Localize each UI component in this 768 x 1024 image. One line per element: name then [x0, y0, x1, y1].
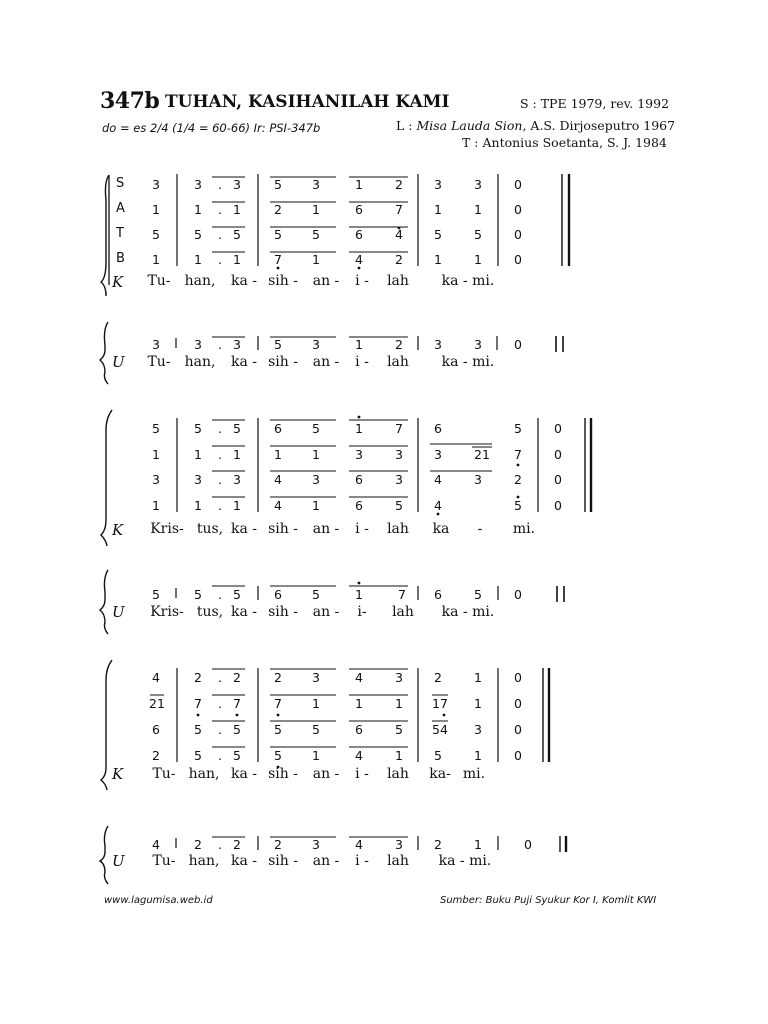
note: 1 [194, 252, 202, 267]
lyric: mi. [462, 766, 486, 782]
note: 6 [355, 472, 363, 487]
note: 1 [233, 252, 241, 267]
note: 7 [233, 696, 241, 711]
note: 5 [514, 498, 522, 513]
key-tempo-line: do = es 2/4 (1/4 = 60-66) Ir: PSI-347b [102, 121, 321, 135]
note: 5 [474, 587, 482, 602]
note: 21 [149, 696, 165, 711]
note: 5 [194, 748, 202, 763]
note: 6 [434, 587, 442, 602]
lyric: sih - [268, 521, 298, 537]
note-dot: . [218, 421, 222, 436]
note: 1 [152, 447, 160, 462]
note-dot: . [218, 748, 222, 763]
note: 3 [474, 337, 482, 352]
note: 5 [434, 227, 442, 242]
note: 3 [312, 670, 320, 685]
lyric: Tu- [147, 273, 171, 289]
rest: 0 [514, 587, 522, 602]
note: 5 [274, 227, 282, 242]
role-label-kor: K [112, 273, 124, 291]
note: 5 [152, 421, 160, 436]
note: 1 [233, 498, 241, 513]
lyricist-rest: , A.S. Dirjoseputro 1967 [522, 118, 676, 133]
note: 1 [194, 498, 202, 513]
note: 2 [274, 837, 282, 852]
note: 3 [474, 722, 482, 737]
note: 5 [312, 421, 320, 436]
note-dot: . [218, 587, 222, 602]
note: 1 [194, 447, 202, 462]
note: 6 [355, 498, 363, 513]
note: 6 [355, 227, 363, 242]
note: 6 [274, 421, 282, 436]
role-label-kor: K [112, 521, 124, 539]
note: 3 [434, 447, 442, 462]
note: 3 [152, 337, 160, 352]
lyric: ka - mi. [438, 853, 492, 869]
note: 7 [398, 587, 406, 602]
note: 5 [274, 337, 282, 352]
lyric: han, [188, 853, 220, 869]
lyric: i - [355, 354, 369, 370]
note: 5 [233, 722, 241, 737]
lyric: Kris- [150, 604, 184, 620]
note-dot: . [218, 670, 222, 685]
note: 3 [474, 177, 482, 192]
note: 5 [194, 587, 202, 602]
note: 54 [432, 722, 448, 737]
voice-label-t: T [116, 226, 124, 241]
rest: 0 [554, 498, 562, 513]
note: 1 [312, 252, 320, 267]
note: 6 [274, 587, 282, 602]
note: 2 [434, 670, 442, 685]
lyric: i- [357, 604, 367, 620]
note-dot: . [218, 227, 222, 242]
role-label-umat: U [112, 852, 125, 870]
note: 1 [355, 337, 363, 352]
note-dot: . [218, 837, 222, 852]
note: 21 [474, 447, 490, 462]
lyric: - [477, 521, 483, 537]
lyric: sih - [268, 853, 298, 869]
note: 5 [194, 227, 202, 242]
lyric: an - [312, 521, 340, 537]
lyric: han, [188, 766, 220, 782]
note: 3 [395, 670, 403, 685]
note: 3 [194, 177, 202, 192]
lyric: ka - [230, 521, 257, 537]
lyric: ka - [230, 354, 257, 370]
note: 4 [355, 837, 363, 852]
source-line: S : TPE 1979, rev. 1992 [520, 96, 670, 111]
note: 2 [194, 837, 202, 852]
footer-source: Sumber: Buku Puji Syukur Kor I, Komlit KWI [440, 895, 657, 906]
note: 3 [194, 337, 202, 352]
note: 5 [233, 421, 241, 436]
note: 1 [395, 696, 403, 711]
note: 3 [355, 447, 363, 462]
voice-label-s: S [116, 176, 125, 191]
note: 2 [274, 202, 282, 217]
note: 1 [355, 177, 363, 192]
note: 3 [434, 177, 442, 192]
lyric: ka - [230, 604, 257, 620]
lyric: Tu- [152, 853, 176, 869]
lyric: han, [184, 354, 216, 370]
lyric: Tu- [152, 766, 176, 782]
footer-website: www.lagumisa.web.id [104, 895, 213, 906]
rest: 0 [514, 202, 522, 217]
lyric: i - [355, 766, 369, 782]
note: 1 [152, 252, 160, 267]
note: 3 [474, 472, 482, 487]
lyric: ka - mi. [441, 273, 495, 289]
lyric: ka - [230, 273, 257, 289]
lyric: sih - [268, 604, 298, 620]
note: 3 [152, 472, 160, 487]
note: 1 [355, 421, 363, 436]
note: 2 [233, 837, 241, 852]
note: 7 [395, 421, 403, 436]
note: 4 [395, 227, 403, 242]
note: 6 [355, 722, 363, 737]
note: 1 [233, 202, 241, 217]
lyric: ka - mi. [441, 354, 495, 370]
note-dot: . [218, 696, 222, 711]
hymn-title: TUHAN, KASIHANILAH KAMI [165, 92, 450, 112]
lyric: sih - [268, 273, 298, 289]
note: 2 [152, 748, 160, 763]
note: 4 [152, 837, 160, 852]
note-dot: . [218, 252, 222, 267]
lyric: han, [184, 273, 216, 289]
note: 3 [395, 447, 403, 462]
note-dot: . [218, 202, 222, 217]
rest: 0 [554, 472, 562, 487]
note: 4 [274, 498, 282, 513]
note: 2 [194, 670, 202, 685]
note: 5 [194, 421, 202, 436]
note: 7 [194, 696, 202, 711]
lyricist-work: Misa Lauda Sion [416, 118, 523, 133]
note: 1 [312, 447, 320, 462]
lyric: an - [312, 766, 340, 782]
note: 1 [474, 252, 482, 267]
note: 5 [274, 748, 282, 763]
note: 2 [514, 472, 522, 487]
note: 4 [434, 472, 442, 487]
note: 7 [514, 447, 522, 462]
note: 1 [312, 696, 320, 711]
lyric: i - [355, 273, 369, 289]
lyric: ka - [230, 766, 257, 782]
note: 4 [274, 472, 282, 487]
note: 1 [474, 748, 482, 763]
rest: 0 [524, 837, 532, 852]
note: 5 [395, 498, 403, 513]
note: 7 [395, 202, 403, 217]
lyric: lah [392, 604, 414, 620]
note: 2 [395, 252, 403, 267]
lyric: sih - [268, 354, 298, 370]
note: 5 [274, 722, 282, 737]
note: 3 [312, 337, 320, 352]
note: 17 [432, 696, 448, 711]
translator-line: T : Antonius Soetanta, S. J. 1984 [462, 135, 667, 150]
note: 1 [395, 748, 403, 763]
note: 1 [274, 447, 282, 462]
note: 2 [233, 670, 241, 685]
rest: 0 [514, 696, 522, 711]
note: 3 [312, 472, 320, 487]
lyric: sih - [268, 766, 298, 782]
note-dot: . [218, 447, 222, 462]
lyric: tus, [196, 521, 224, 537]
note: 1 [194, 202, 202, 217]
rest: 0 [514, 177, 522, 192]
lyric: an - [312, 354, 340, 370]
rest: 0 [514, 252, 522, 267]
note: 5 [233, 587, 241, 602]
note: 5 [434, 748, 442, 763]
note: 1 [312, 498, 320, 513]
note: 4 [434, 498, 442, 513]
note: 5 [233, 227, 241, 242]
lyric: lah [387, 853, 409, 869]
lyric: lah [387, 766, 409, 782]
note: 1 [312, 202, 320, 217]
lyric: lah [387, 521, 409, 537]
role-label-kor: K [112, 765, 124, 783]
note-dot: . [218, 498, 222, 513]
lyric: ka- [429, 766, 451, 782]
note: 1 [434, 202, 442, 217]
note-dot: . [218, 337, 222, 352]
note: 1 [312, 748, 320, 763]
note: 5 [312, 722, 320, 737]
lyric: Kris- [150, 521, 184, 537]
note: 3 [194, 472, 202, 487]
lyric: lah [387, 354, 409, 370]
lyric: an - [312, 604, 340, 620]
voice-label-a: A [116, 201, 125, 216]
note-dot: . [218, 472, 222, 487]
lyric: tus, [196, 604, 224, 620]
role-label-umat: U [112, 353, 125, 371]
note: 3 [233, 177, 241, 192]
lyric: ka [432, 521, 450, 537]
note: 5 [194, 722, 202, 737]
voice-label-b: B [116, 251, 125, 266]
note: 2 [395, 337, 403, 352]
rest: 0 [514, 227, 522, 242]
hymn-number: 347b [100, 88, 160, 114]
note: 3 [233, 472, 241, 487]
lyric: ka - mi. [441, 604, 495, 620]
note: 7 [274, 252, 282, 267]
note: 4 [355, 252, 363, 267]
lyric: an - [312, 853, 340, 869]
note: 3 [312, 837, 320, 852]
note: 3 [434, 337, 442, 352]
lyric: i - [355, 853, 369, 869]
rest: 0 [514, 337, 522, 352]
lyric: lah [387, 273, 409, 289]
note: 6 [355, 202, 363, 217]
rest: 0 [554, 421, 562, 436]
note: 1 [355, 696, 363, 711]
note: 3 [152, 177, 160, 192]
note: 1 [355, 587, 363, 602]
note: 3 [395, 472, 403, 487]
note: 2 [274, 670, 282, 685]
note-dot: . [218, 177, 222, 192]
rest: 0 [514, 670, 522, 685]
note: 5 [474, 227, 482, 242]
note: 3 [395, 837, 403, 852]
rest: 0 [514, 748, 522, 763]
note: 4 [355, 670, 363, 685]
rest: 0 [514, 722, 522, 737]
role-label-umat: U [112, 603, 125, 621]
lyric: i - [355, 521, 369, 537]
note: 5 [514, 421, 522, 436]
lyricist-prefix: L : [396, 118, 417, 133]
note: 1 [474, 202, 482, 217]
note: 1 [152, 498, 160, 513]
note: 5 [152, 587, 160, 602]
lyric: an - [312, 273, 340, 289]
note: 3 [233, 337, 241, 352]
note: 5 [312, 227, 320, 242]
note: 4 [152, 670, 160, 685]
note: 6 [152, 722, 160, 737]
note: 6 [434, 421, 442, 436]
lyric: Tu- [147, 354, 171, 370]
lyric: ka - [230, 853, 257, 869]
note: 4 [355, 748, 363, 763]
note: 5 [274, 177, 282, 192]
note: 7 [274, 696, 282, 711]
note: 5 [312, 587, 320, 602]
note: 1 [474, 837, 482, 852]
note: 2 [395, 177, 403, 192]
note: 1 [474, 670, 482, 685]
note: 1 [474, 696, 482, 711]
lyric: mi. [512, 521, 536, 537]
note: 1 [434, 252, 442, 267]
note: 2 [434, 837, 442, 852]
note: 1 [152, 202, 160, 217]
note: 1 [233, 447, 241, 462]
note: 5 [395, 722, 403, 737]
note: 3 [312, 177, 320, 192]
rest: 0 [554, 447, 562, 462]
note: 5 [233, 748, 241, 763]
note: 5 [152, 227, 160, 242]
note-dot: . [218, 722, 222, 737]
